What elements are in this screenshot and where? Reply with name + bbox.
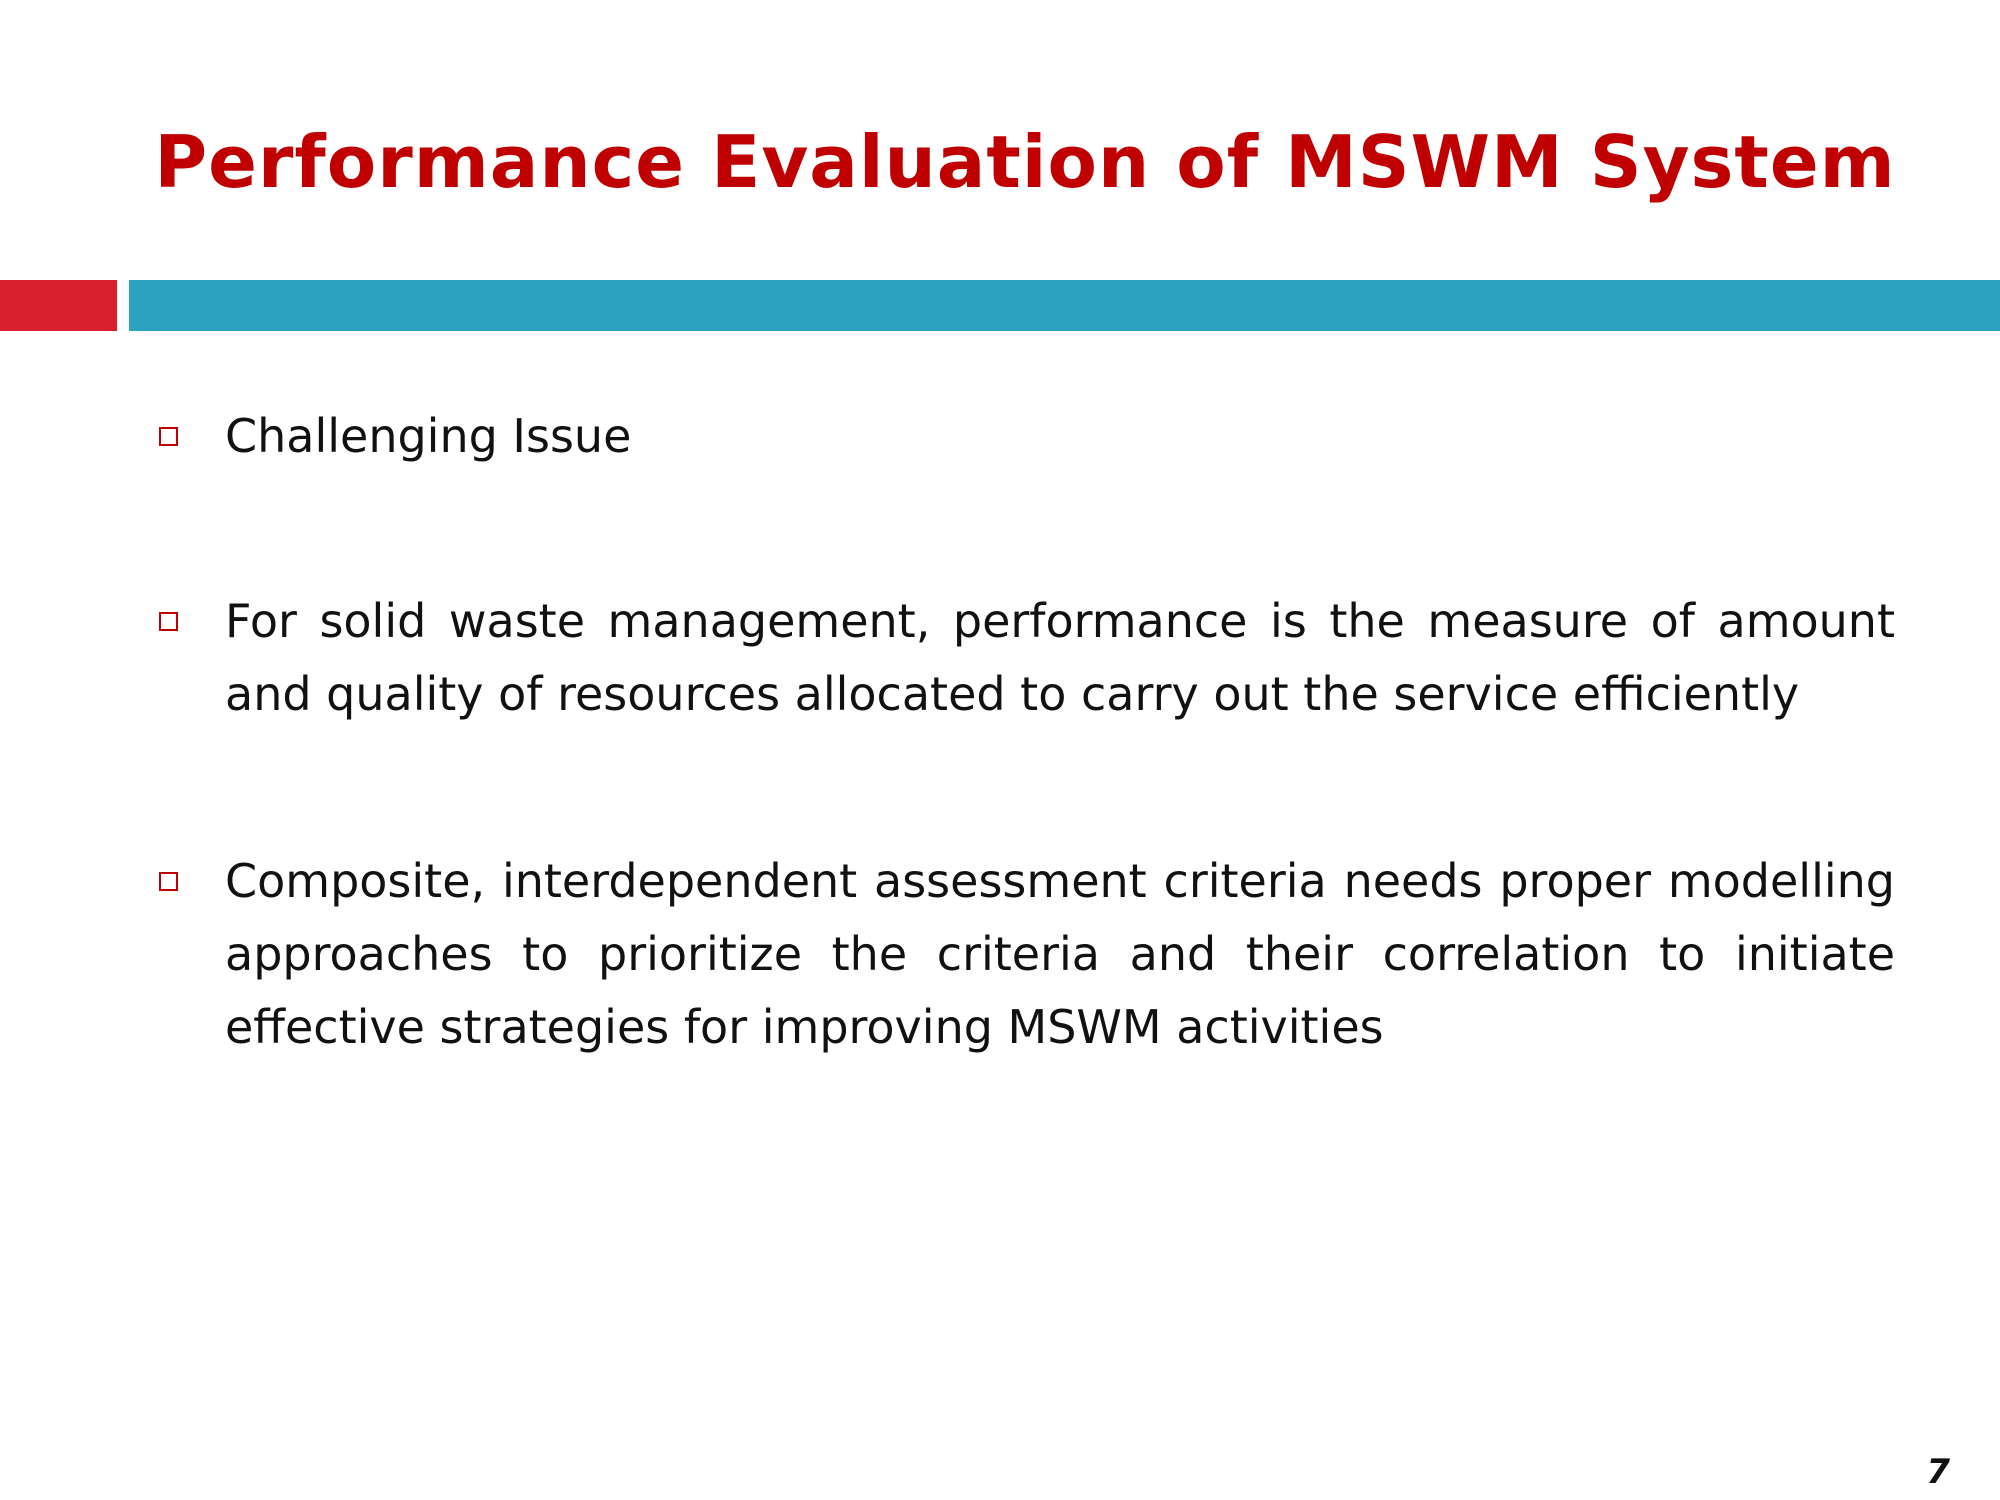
square-bullet-icon	[159, 427, 178, 446]
page-number: 7	[1926, 1452, 1950, 1492]
bullet-text: Composite, interdependent assessment criteria needs proper modelling approaches to prioritize the criteria and their correlation to initiate effective strategies for improving MSWM activities	[225, 854, 1895, 1054]
square-bullet-icon	[159, 612, 178, 631]
bullet-text: Challenging Issue	[225, 409, 632, 463]
square-bullet-icon	[159, 872, 178, 891]
slide-title: Performance Evaluation of MSWM System	[154, 120, 1896, 204]
bullet-text: For solid waste management, performance is the measure of amount and quality of resources allocated to carry out the service efficiently	[225, 594, 1895, 721]
